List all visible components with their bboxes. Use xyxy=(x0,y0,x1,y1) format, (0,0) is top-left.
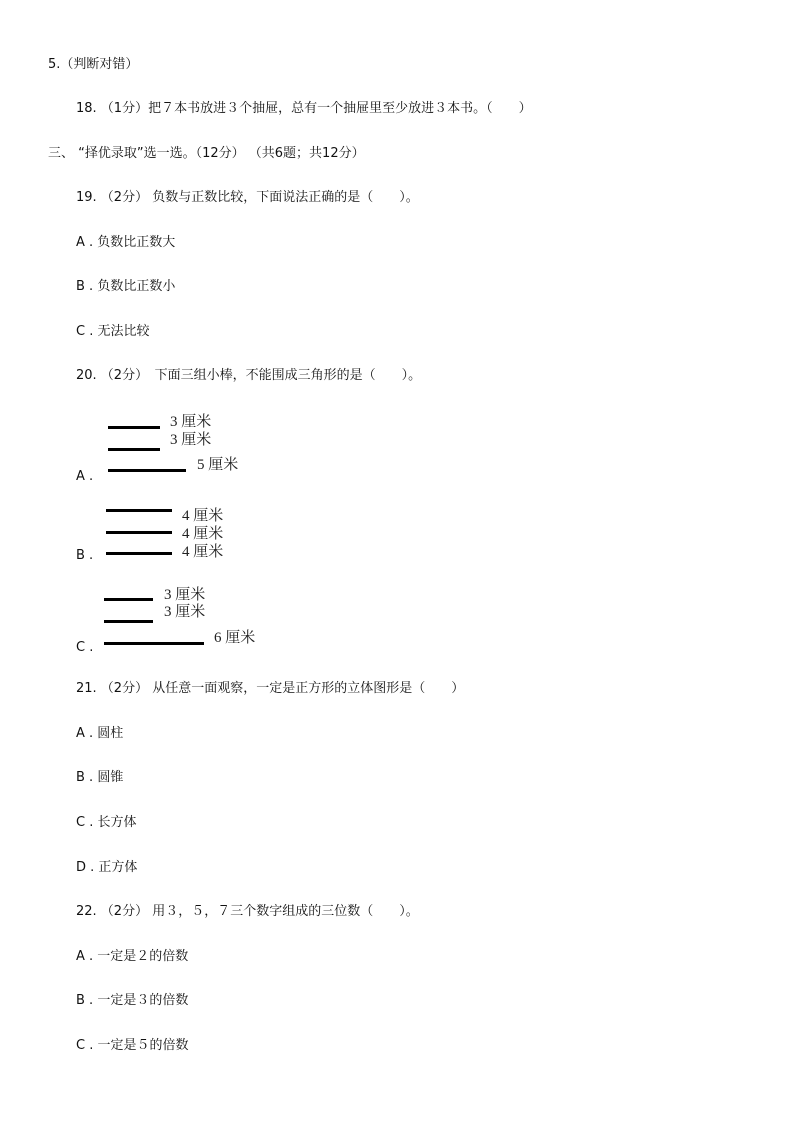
q20-b-stick-3-label: 4 厘米 xyxy=(182,544,224,560)
q20-b-stick-2 xyxy=(106,531,172,534)
q21-option-c[interactable]: C . 长方体 xyxy=(76,815,137,830)
q20-c-stick-2-label: 3 厘米 xyxy=(164,604,206,620)
q20-option-b-letter[interactable]: B . xyxy=(76,548,94,563)
q20-b-stick-1 xyxy=(106,509,172,512)
question-20-stem: 20. （2分） 下面三组小棒，不能围成三角形的是（ ）。 xyxy=(76,368,422,383)
question-19-stem: 19. （2分） 负数与正数比较，下面说法正确的是（ ）。 xyxy=(76,190,419,205)
q21-option-b[interactable]: B . 圆锥 xyxy=(76,770,124,785)
q20-a-stick-3-label: 5 厘米 xyxy=(197,457,239,473)
question-22-stem: 22. （2分） 用３，５，７三个数字组成的三位数（ ）。 xyxy=(76,904,419,919)
q20-c-stick-1 xyxy=(104,598,153,601)
question-21-stem: 21. （2分） 从任意一面观察，一定是正方形的立体图形是（ ） xyxy=(76,681,465,696)
q19-option-c[interactable]: C . 无法比较 xyxy=(76,324,150,339)
q21-option-a[interactable]: A . 圆柱 xyxy=(76,726,124,741)
q22-option-b[interactable]: B . 一定是３的倍数 xyxy=(76,993,189,1008)
q19-option-a[interactable]: A . 负数比正数大 xyxy=(76,235,176,250)
q20-a-stick-3 xyxy=(108,469,186,472)
q20-c-stick-2 xyxy=(104,620,153,623)
q20-b-stick-3 xyxy=(106,552,172,555)
q20-a-stick-1 xyxy=(108,426,160,429)
section-3-header: 三、 “择优录取”选一选。（12分） （共6题；共12分） xyxy=(48,146,365,161)
q21-option-d[interactable]: D . 正方体 xyxy=(76,860,138,875)
question-18: 18. （1分）把７本书放进３个抽屉，总有一个抽屉里至少放进３本书。（ ） xyxy=(76,101,532,116)
q22-option-a[interactable]: A . 一定是２的倍数 xyxy=(76,949,189,964)
q20-a-stick-1-label: 3 厘米 xyxy=(170,414,212,430)
q20-option-c-letter[interactable]: C . xyxy=(76,640,94,655)
q20-c-stick-3-label: 6 厘米 xyxy=(214,630,256,646)
q20-a-stick-2-label: 3 厘米 xyxy=(170,432,212,448)
q20-c-stick-1-label: 3 厘米 xyxy=(164,587,206,603)
q20-b-stick-2-label: 4 厘米 xyxy=(182,526,224,542)
q20-option-a-letter[interactable]: A . xyxy=(76,469,94,484)
q22-option-c[interactable]: C . 一定是５的倍数 xyxy=(76,1038,189,1053)
q20-a-stick-2 xyxy=(108,448,160,451)
q19-option-b[interactable]: B . 负数比正数小 xyxy=(76,279,176,294)
q20-c-stick-3 xyxy=(104,642,204,645)
q20-b-stick-1-label: 4 厘米 xyxy=(182,508,224,524)
section-5-header: 5.（判断对错） xyxy=(48,57,139,72)
